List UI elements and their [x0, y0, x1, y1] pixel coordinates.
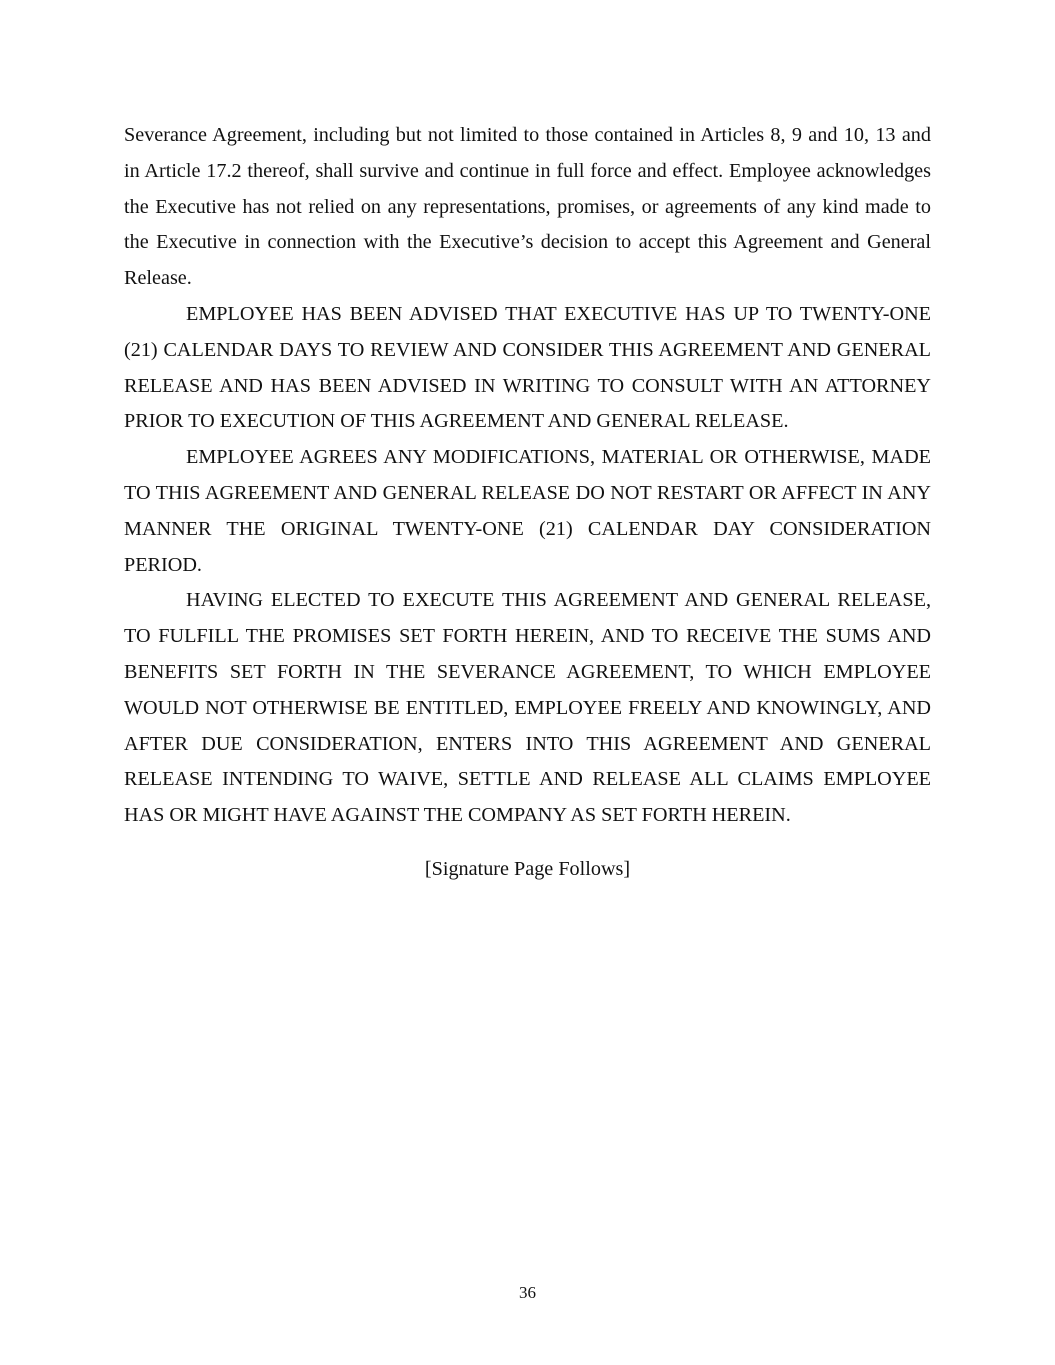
paragraph-modifications: EMPLOYEE AGREES ANY MODIFICATIONS, MATERIAL OR OTHERWISE, MADE TO THIS AGREEMENT AND GENERAL RELEASE DO NOT RESTART OR AFFECT IN ANY MANNER THE ORIGINAL TWENTY-ONE (21) CALENDAR DAY CONSIDERATION PERIOD. [124, 446, 931, 576]
paragraph-execution: HAVING ELECTED TO EXECUTE THIS AGREEMENT AND GENERAL RELEASE, TO FULFILL THE PROMISES SET FORTH HEREIN, AND TO RECEIVE THE SUMS AND BENEFITS SET FORTH IN THE SEVERANCE AGREEMENT, TO WHICH EMPLOYEE WOULD NOT OTHERWISE BE ENTITLED, EMPLOYEE FREELY AND KNOWINGLY, AND AFTER DUE CONSIDERATION, ENTERS INTO THIS AGREEMENT AND GENERAL RELEASE INTENDING TO WAIVE, SETTLE AND RELEASE ALL CLAIMS EMPLOYEE HAS OR MIGHT HAVE AGAINST THE COMPANY AS SET FORTH HEREIN. [124, 589, 931, 827]
page-number: 36 [519, 1283, 536, 1302]
document-body [124, 118, 931, 888]
paragraph-continuation: Severance Agreement, including but not limited to those contained in Articles 8, 9 and 10, 13 and in Article 17.2 thereof, shall survive and continue in full force and effect. Employee acknowledges the Executive has not relied on any representations, promises, or agreements of any kind made to the Executive in connection with the Executive’s decision to accept this Agreement and General Release. [124, 124, 931, 290]
signature-page-note: [Signature Page Follows] [424, 857, 631, 880]
paragraph-review-period: EMPLOYEE HAS BEEN ADVISED THAT EXECUTIVE HAS UP TO TWENTY-ONE (21) CALENDAR DAYS TO REVIEW AND CONSIDER THIS AGREEMENT AND GENERAL RELEASE AND HAS BEEN ADVISED IN WRITING TO CONSULT WITH AN ATTORNEY PRIOR TO EXECUTION OF THIS AGREEMENT AND GENERAL RELEASE. [124, 302, 931, 433]
